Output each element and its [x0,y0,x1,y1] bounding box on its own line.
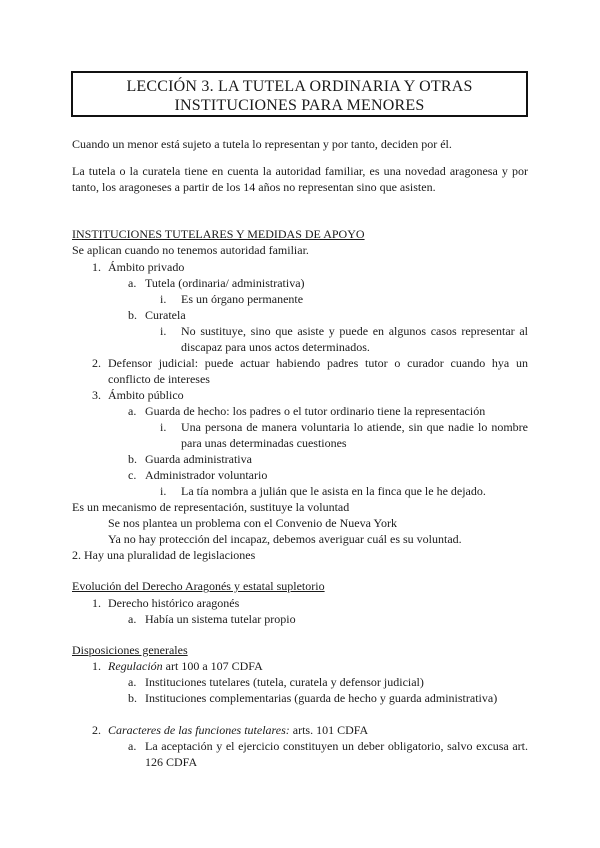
list-item-defensor-judicial-line-1: Defensor judicial: puede actuar habiendo padres tutor o curador cuando hya un [108,356,528,370]
list-marker: b. [128,691,137,705]
regulacion-label: Regulación [108,659,163,673]
list-marker: 1. [92,260,101,274]
section-heading-instituciones: INSTITUCIONES TUTELARES Y MEDIDAS DE APOYO [72,227,365,241]
list-item-regulacion [108,659,263,673]
list-marker: 1. [92,596,101,610]
list-item-tia-julian: La tía nombra a julián que le asista en la finca que le he dejado. [181,484,486,498]
section-1-intro: Se aplican cuando no tenemos autoridad familiar. [72,243,309,257]
list-item-caracteres [108,723,368,737]
list-item-aceptacion-line-2: 126 CDFA [145,755,198,769]
list-item-organo-permanente: Es un órgano permanente [181,292,304,306]
note-pluralidad: 2. Hay una pluralidad de legislaciones [72,548,256,562]
list-item-persona-voluntaria-line-1: Una persona de manera voluntaria lo atiende, sin que nadie lo nombre [181,420,528,434]
list-marker: a. [128,612,137,626]
list-item-ambito-publico: Ámbito público [108,388,184,402]
list-item-guarda-administrativa: Guarda administrativa [145,452,252,466]
intro-paragraph-2-line-2: tanto, los aragoneses a partir de los 14 años no representan sino que asisten. [72,180,436,194]
lesson-title-line-2: INSTITUCIONES PARA MENORES [174,97,425,114]
caracteres-articles: arts. 101 CDFA [289,723,369,737]
list-marker: i. [160,420,167,434]
list-marker: 2. [92,723,101,737]
list-item-persona-voluntaria-line-2: para unas determinadas cuestiones [181,436,347,450]
list-marker: i. [160,484,167,498]
list-marker: c. [128,468,137,482]
list-marker: i. [160,292,167,306]
list-marker: b. [128,308,137,322]
lesson-title-line-1: LECCIÓN 3. LA TUTELA ORDINARIA Y OTRAS [126,78,473,95]
list-item-instituciones-tutelares: Instituciones tutelares (tutela, curatela y defensor judicial) [145,675,424,689]
list-item-sistema-tutelar: Había un sistema tutelar propio [145,612,296,626]
list-marker: a. [128,739,137,753]
note-proteccion: Ya no hay protección del incapaz, debemos averiguar cuál es su voluntad. [108,532,462,546]
list-item-instituciones-complementarias: Instituciones complementarias (guarda de hecho y guarda administrativa) [145,691,498,705]
list-item-no-sustituye-line-1: No sustituye, sino que asiste y puede en algunos casos representar al [181,324,528,338]
lesson-title-box [71,71,528,117]
list-marker: 2. [92,356,101,370]
intro-paragraph-2-line-1: La tutela o la curatela tiene en cuenta la autoridad familiar, es una novedad aragonesa y por [72,164,528,178]
intro-paragraph-1: Cuando un menor está sujeto a tutela lo representan y por tanto, deciden por él. [72,137,452,151]
list-marker: 1. [92,659,101,673]
regulacion-articles: art 100 a 107 CDFA [162,659,263,673]
list-item-curatela: Curatela [145,308,186,322]
section-heading-evolucion: Evolución del Derecho Aragonés y estatal supletorio [72,579,325,593]
list-item-tutela: Tutela (ordinaria/ administrativa) [145,276,305,290]
list-item-aceptacion-line-1: La aceptación y el ejercicio constituyen un deber obligatorio, salvo excusa art. [145,739,528,753]
list-marker: a. [128,675,137,689]
list-marker: i. [160,324,167,338]
list-item-no-sustituye-line-2: discapaz para unos actos determinados. [181,340,370,354]
list-item-derecho-historico: Derecho histórico aragonés [108,596,240,610]
list-marker: b. [128,452,137,466]
list-item-guarda-de-hecho: Guarda de hecho: los padres o el tutor ordinario tiene la representación [145,404,486,418]
list-item-ambito-privado: Ámbito privado [108,260,185,274]
caracteres-label: Caracteres de las funciones tutelares: [108,723,290,737]
note-convenio: Se nos plantea un problema con el Convenio de Nueva York [108,516,397,530]
list-item-administrador-voluntario: Administrador voluntario [145,468,268,482]
section-heading-disposiciones: Disposiciones generales [72,643,188,657]
list-item-defensor-judicial-line-2: conflicto de intereses [108,372,210,386]
list-marker: 3. [92,388,101,402]
list-marker: a. [128,404,137,418]
note-mecanismo: Es un mecanismo de representación, sustituye la voluntad [72,500,350,514]
list-marker: a. [128,276,137,290]
